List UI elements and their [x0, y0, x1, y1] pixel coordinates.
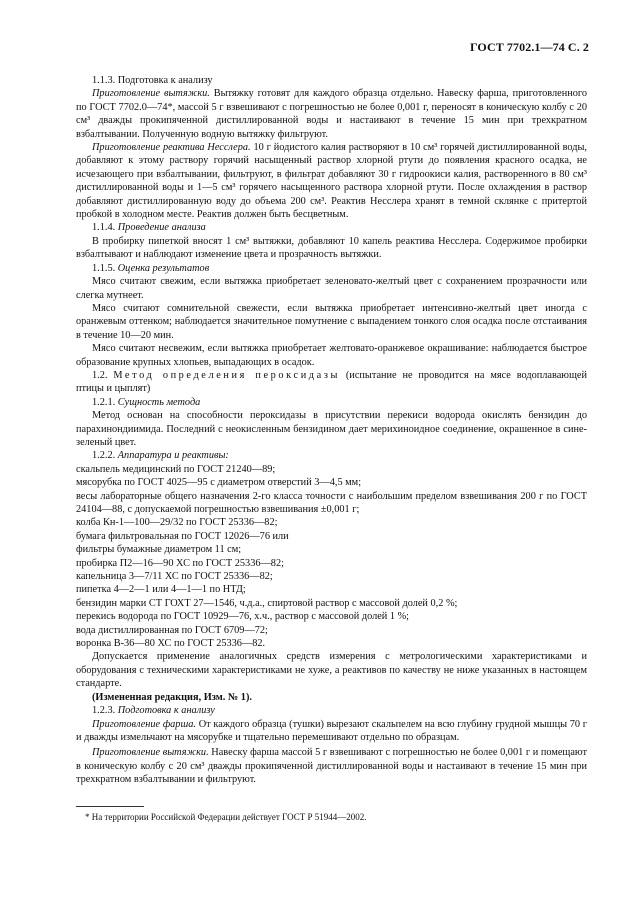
paragraph: В пробирку пипеткой вносят 1 см³ вытяжки, добавляют 10 капель реактива Несслера. Содержимое пробирки взбалтывают и наблюдают изменение цвета и прозрачность вытяжки. [76, 235, 587, 261]
amendment-note: (Измененная редакция, Изм. № 1). [92, 691, 252, 703]
footnote: * На территории Российской Федерации действует ГОСТ Р 51944—2002. [85, 812, 367, 822]
paragraph-label: Приготовление фарша. [92, 718, 196, 730]
list-item: фильтры бумажные диаметром 11 см; [76, 544, 242, 556]
paragraph: Приготовление реактива Несслера. 10 г йодистого калия растворяют в 10 см³ горячей дистиллированной воды, добавляют к этому раствору горячий насыщенный раствор хлорной ртути до появления красного осадка, не исчезающего при взбалтывании, фильтруют, в фильтрат добавляют 30 г гидроокиси калия, растворенного в 80 см³ дистиллированной воды и 1—5 см³ горячего насыщенного раствора хлорной ртути. После охлаждения в раствор добавляют дистиллированную воду до объема 200 см³. Реактив Несслера хранят в темной склянке с притертой пробкой в холодном месте. Реактив должен быть бесцветным. [76, 142, 587, 221]
list-item: бумага фильтровальная по ГОСТ 12026—76 или [76, 530, 289, 542]
section-1-1-3-title: 1.1.3. Подготовка к анализу [92, 75, 213, 86]
section-1-2-heading: 1.2. Метод определения пероксидазы (испытание не проводится на мясе водоплавающей птицы и цыплят) [76, 369, 587, 395]
paragraph: Мясо считают свежим, если вытяжка приобретает зеленовато-желтый цвет с сохранением прозрачности или слегка мутнеет. [76, 276, 587, 301]
list-item: воронка В-36—80 ХС по ГОСТ 25336—82. [76, 638, 266, 650]
paragraph: Приготовление вытяжки. Навеску фарша массой 5 г взвешивают с погрешностью не более 0,001 г и помещают в коническую колбу с 20 см³ дважды прокипяченной дистиллированной воды и настаивают в течение 15 мин при трехкратном взбалтывании и фильтруют. [76, 747, 587, 786]
section-1-2-2-heading: 1.2.2. Аппаратура и реактивы: [92, 450, 229, 462]
list-item: скальпель медицинский по ГОСТ 21240—89; [76, 463, 276, 475]
list-item: весы лабораторные общего назначения 2-го класса точности с наибольшим пределом взвешивания 200 г по ГОСТ 24104—88, с допускаемой погрешностью взвешивания ±0,001 г; [76, 490, 587, 515]
list-item: мясорубка по ГОСТ 4025—95 с диаметром отверстий 3—4,5 мм; [76, 477, 362, 489]
paragraph: Приготовление фарша. От каждого образца (тушки) вырезают скальпелем на всю глубину грудной мышцы 70 г и дважды измельчают на мясорубке и тщательно перемешивают отдельно по образцам. [76, 718, 587, 743]
section-1-1-4-heading: 1.1.4. Проведение анализа [92, 222, 206, 234]
list-item: бензидин марки СТ ГОХТ 27—1546, ч.д.а., спиртовой раствор с массовой долей 0,2 %; [76, 597, 458, 609]
paragraph: Мясо считают сомнительной свежести, если вытяжка приобретает интенсивно-желтый цвет иногда с оранжевым оттенком; наблюдается значительное помутнение с выпадением тонкого слоя осадка после отстаивания в течение 10—20 мин. [76, 302, 587, 341]
list-item: колба Кн-1—100—29/32 по ГОСТ 25336—82; [76, 517, 278, 529]
equipment-list [76, 463, 587, 651]
list-item: пипетка 4—2—1 или 4—1—1 по НТД; [76, 584, 246, 596]
list-item: пробирка П2—16—90 ХС по ГОСТ 25336—82; [76, 557, 284, 569]
paragraph: Приготовление вытяжки. Вытяжку готовят для каждого образца отдельно. Навеску фарша, приготовленного по ГОСТ 7702.0—74*, массой 5 г взвешивают с погрешностью не более 0,001 г, переносят в коническую колбу с 20 см³ дважды прокипяченной дистиллированной воды и настаивают в течение 15 мин при трехкратном взбалтывании. Полученную водную вытяжку фильтруют. [76, 88, 587, 140]
footnote-divider [76, 806, 144, 807]
list-item: перекись водорода по ГОСТ 10929—76, х.ч., раствор с массовой долей 1 %; [76, 611, 410, 623]
paragraph: Метод основан на способности пероксидазы в присутствии перекиси водорода окислять бензидин до парахинондиимида. Последний с неокисленным бензидином дает мерихиноидное соединение, окрашенное в сине-зеленый цвет. [76, 410, 587, 448]
paragraph-label: Приготовление вытяжки. [92, 747, 209, 759]
paragraph-label: Приготовление вытяжки. [92, 88, 210, 100]
paragraph: Мясо считают несвежим, если вытяжка приобретает желтовато-оранжевое окрашивание: наблюдается быстрое образование крупных хлопьев, выпадающих в осадок. [76, 343, 587, 368]
paragraph-label: Приготовление реактива Несслера. [92, 142, 251, 154]
document-body [76, 74, 587, 787]
page-header: ГОСТ 7702.1—74 С. 2 [469, 40, 589, 54]
list-item: вода дистиллированная по ГОСТ 6709—72; [76, 624, 268, 636]
section-1-1-5-heading: 1.1.5. Оценка результатов [92, 262, 210, 274]
list-item: капельница 3—7/11 ХС по ГОСТ 25336—82; [76, 571, 273, 583]
section-1-2-1-heading: 1.2.1. Сущность метода [92, 396, 201, 408]
paragraph: Допускается применение аналогичных средств измерения с метрологическими характеристиками и оборудования с техническими характеристиками не хуже, а реактивов по качеству не ниже указанных в настоящем стандарте. [76, 651, 587, 690]
section-1-2-3-heading: 1.2.3. Подготовка к анализу [92, 705, 215, 717]
